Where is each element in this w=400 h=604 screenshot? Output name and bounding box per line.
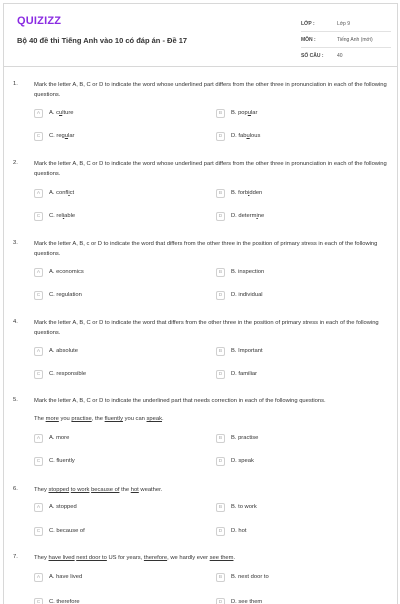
question-5 <box>4 397 397 457</box>
underlined-part: stopped <box>49 487 70 493</box>
answer-option-d[interactable] <box>216 525 246 537</box>
option-letter-box: D <box>216 598 225 604</box>
option-text-pre: C. because of <box>49 528 85 534</box>
option-text-pre: B. Important <box>231 348 263 354</box>
option-text <box>49 435 69 441</box>
option-text <box>49 371 86 377</box>
answer-option-d[interactable] <box>216 289 263 301</box>
text-part: the <box>119 487 130 493</box>
text-part: you <box>59 416 72 422</box>
question-text <box>34 486 390 496</box>
question-text: Mark the letter A, B, C or D to indicate the word whose underlined part differs from the other three in pronunciation in each of the following questions. <box>34 81 390 100</box>
question-number: 1. <box>13 81 18 87</box>
text-part: . <box>162 416 164 422</box>
underlined-part: because of <box>91 487 119 493</box>
question-6 <box>4 486 397 546</box>
option-text-post: dden <box>249 190 262 196</box>
underlined-part: speak <box>147 416 162 422</box>
answer-option-c[interactable] <box>34 455 75 467</box>
option-text-pre: A. stopped <box>49 504 77 510</box>
question-3 <box>4 240 397 300</box>
option-text-pre: C. regulation <box>49 292 82 298</box>
header-divider <box>4 66 397 67</box>
underlined-part: therefore <box>144 555 167 561</box>
option-letter-box: C <box>34 598 43 604</box>
option-letter-box: A <box>34 573 43 582</box>
option-letter-box: A <box>34 268 43 277</box>
option-text-pre: B. to work <box>231 504 257 510</box>
answer-option-a[interactable] <box>34 187 74 199</box>
option-text-pre: A. c <box>49 110 59 116</box>
option-letter-box: C <box>34 212 43 221</box>
option-text <box>231 190 262 196</box>
option-letter-box: C <box>34 132 43 141</box>
text-part: you can <box>123 416 147 422</box>
option-text <box>231 435 258 441</box>
meta-label: SỐ CÂU : <box>301 53 337 59</box>
option-letter-box: D <box>216 132 225 141</box>
underlined-part: i <box>248 190 249 196</box>
answer-option-a[interactable] <box>34 266 84 278</box>
option-text <box>231 292 263 298</box>
question-number: 3. <box>13 240 18 246</box>
answer-option-d[interactable] <box>216 130 260 142</box>
question-sentence <box>34 416 164 422</box>
answer-option-b[interactable] <box>216 345 263 357</box>
question-number: 2. <box>13 160 18 166</box>
option-text-pre: B. next door to <box>231 574 269 580</box>
option-letter-box: D <box>216 212 225 221</box>
option-letter-box: D <box>216 457 225 466</box>
option-text-post: lar <box>68 133 74 139</box>
option-text-post: ct <box>70 190 75 196</box>
question-text: Mark the letter A, B, C or D to indicate the word that differs from the other three in the position of primary stress in each of the following questions. <box>34 319 390 338</box>
document-title: Bộ 40 đề thi Tiếng Anh vào 10 có đáp án - Đề 17 <box>17 36 187 45</box>
option-text <box>231 213 264 219</box>
option-text-pre: A. absolute <box>49 348 78 354</box>
option-letter-box: A <box>34 347 43 356</box>
underlined-part: i <box>256 213 257 219</box>
answer-option-d[interactable] <box>216 596 262 604</box>
text-part: They <box>34 555 49 561</box>
question-4 <box>4 319 397 379</box>
option-text-post: ne <box>258 213 264 219</box>
option-text-post: able <box>64 213 75 219</box>
answer-option-a[interactable] <box>34 107 74 119</box>
worksheet-page <box>3 3 398 604</box>
underlined-part: i <box>63 213 64 219</box>
answer-option-c[interactable] <box>34 525 85 537</box>
text-part: weather. <box>139 487 163 493</box>
underlined-part: have lived <box>49 555 75 561</box>
option-letter-box: A <box>34 503 43 512</box>
option-text-pre: D. hot <box>231 528 246 534</box>
option-letter-box: D <box>216 527 225 536</box>
option-text-pre: C. rel <box>49 213 63 219</box>
option-text-post: lous <box>250 133 261 139</box>
answer-option-a[interactable] <box>34 432 69 444</box>
text-part: , we hardly ever <box>167 555 210 561</box>
option-text-pre: C. therefore <box>49 599 80 604</box>
option-text <box>231 133 260 139</box>
quizizz-logo[interactable]: QUIZIZZ <box>17 15 61 27</box>
underlined-part: u <box>59 110 62 116</box>
answer-option-d[interactable] <box>216 210 264 222</box>
option-text-pre: A. economics <box>49 269 84 275</box>
meta-value: Lớp 9 <box>337 21 350 27</box>
answer-option-c[interactable] <box>34 596 80 604</box>
meta-row-subject <box>301 32 391 48</box>
text-part: The <box>34 416 46 422</box>
answer-option-c[interactable] <box>34 130 74 142</box>
option-text-post: lar <box>251 110 257 116</box>
option-text-pre: C. fluently <box>49 458 75 464</box>
option-letter-box: C <box>34 527 43 536</box>
answer-option-b[interactable] <box>216 107 257 119</box>
option-text <box>49 528 85 534</box>
option-letter-box: B <box>216 347 225 356</box>
option-text-pre: D. individual <box>231 292 263 298</box>
option-text <box>231 528 246 534</box>
question-2 <box>4 160 397 220</box>
option-text <box>231 348 263 354</box>
underlined-part: i <box>68 190 69 196</box>
option-text <box>231 504 257 510</box>
option-text-post: lture <box>62 110 73 116</box>
question-text: Mark the letter A, B, C or D to indicate the underlined part that needs correction in each of the following questions. <box>34 397 390 407</box>
option-text-pre: A. confl <box>49 190 68 196</box>
option-text-pre: D. speak <box>231 458 254 464</box>
option-letter-box: A <box>34 189 43 198</box>
underlined-part: u <box>65 133 68 139</box>
option-text-pre: D. fab <box>231 133 246 139</box>
option-letter-box: C <box>34 370 43 379</box>
answer-option-b[interactable] <box>216 266 264 278</box>
underlined-part: u <box>248 110 251 116</box>
option-text-pre: B. pop <box>231 110 248 116</box>
text-part: They <box>34 487 49 493</box>
option-text-pre: D. familiar <box>231 371 257 377</box>
answer-option-b[interactable] <box>216 571 269 583</box>
question-number: 5. <box>13 397 18 403</box>
meta-table <box>301 16 391 63</box>
option-text-pre: D. see them <box>231 599 262 604</box>
underlined-part: practise <box>71 416 91 422</box>
option-text <box>231 574 269 580</box>
answer-option-c[interactable] <box>34 210 75 222</box>
option-text-pre: A. have lived <box>49 574 82 580</box>
answer-option-b[interactable] <box>216 501 257 513</box>
meta-row-class <box>301 16 391 32</box>
question-number: 6. <box>13 486 18 492</box>
option-text <box>49 574 82 580</box>
option-letter-box: C <box>34 457 43 466</box>
option-text-pre: B. inspection <box>231 269 264 275</box>
answer-option-a[interactable] <box>34 501 77 513</box>
option-text <box>49 269 84 275</box>
underlined-part: to work <box>71 487 90 493</box>
option-text-pre: D. determ <box>231 213 256 219</box>
text-part: US for years, <box>107 555 144 561</box>
text-part: . <box>234 555 236 561</box>
meta-row-count <box>301 48 391 63</box>
question-1 <box>4 81 397 141</box>
option-text-pre: A. more <box>49 435 69 441</box>
answer-option-a[interactable] <box>34 571 82 583</box>
underlined-part: hot <box>131 487 139 493</box>
option-letter-box: D <box>216 291 225 300</box>
option-text <box>49 213 75 219</box>
question-text: Mark the letter A, B, C or D to indicate the word whose underlined part differs from the other three in pronunciation in each of the following questions. <box>34 160 390 179</box>
answer-option-d[interactable] <box>216 368 257 380</box>
question-7 <box>4 554 397 604</box>
option-text <box>231 458 254 464</box>
option-letter-box: B <box>216 189 225 198</box>
option-text-pre: C. responsible <box>49 371 86 377</box>
option-text <box>49 504 77 510</box>
answer-option-c[interactable] <box>34 289 82 301</box>
option-letter-box: A <box>34 434 43 443</box>
option-letter-box: D <box>216 370 225 379</box>
option-letter-box: B <box>216 434 225 443</box>
meta-label: MÔN : <box>301 37 337 43</box>
option-letter-box: C <box>34 291 43 300</box>
answer-option-d[interactable] <box>216 455 254 467</box>
answer-option-b[interactable] <box>216 432 258 444</box>
question-text: Mark the letter A, B, c or D to indicate the word that differs from the other three in the position of primary stress in each of the following questions. <box>34 240 390 259</box>
option-text <box>49 110 74 116</box>
option-text <box>231 110 257 116</box>
question-number: 7. <box>13 554 18 560</box>
question-number: 4. <box>13 319 18 325</box>
option-text <box>49 190 74 196</box>
option-text-pre: C. reg <box>49 133 65 139</box>
underlined-part: next door to <box>76 555 107 561</box>
answer-option-a[interactable] <box>34 345 78 357</box>
option-text-pre: B. forb <box>231 190 248 196</box>
question-text <box>34 554 390 564</box>
option-text <box>49 133 74 139</box>
option-letter-box: B <box>216 109 225 118</box>
meta-value: Tiếng Anh (mới) <box>337 37 373 43</box>
option-letter-box: B <box>216 503 225 512</box>
option-letter-box: B <box>216 268 225 277</box>
option-text <box>231 371 257 377</box>
underlined-part: u <box>246 133 249 139</box>
header <box>4 4 397 64</box>
answer-option-c[interactable] <box>34 368 86 380</box>
option-letter-box: A <box>34 109 43 118</box>
meta-value: 40 <box>337 53 343 59</box>
underlined-part: see them <box>210 555 234 561</box>
underlined-part: fluently <box>105 416 123 422</box>
option-text <box>49 458 75 464</box>
text-part: , the <box>92 416 105 422</box>
answer-option-b[interactable] <box>216 187 262 199</box>
option-text-pre: B. practise <box>231 435 258 441</box>
option-text <box>49 348 78 354</box>
meta-label: LỚP : <box>301 21 337 27</box>
option-text <box>49 292 82 298</box>
option-text <box>231 269 264 275</box>
underlined-part: more <box>46 416 59 422</box>
option-letter-box: B <box>216 573 225 582</box>
